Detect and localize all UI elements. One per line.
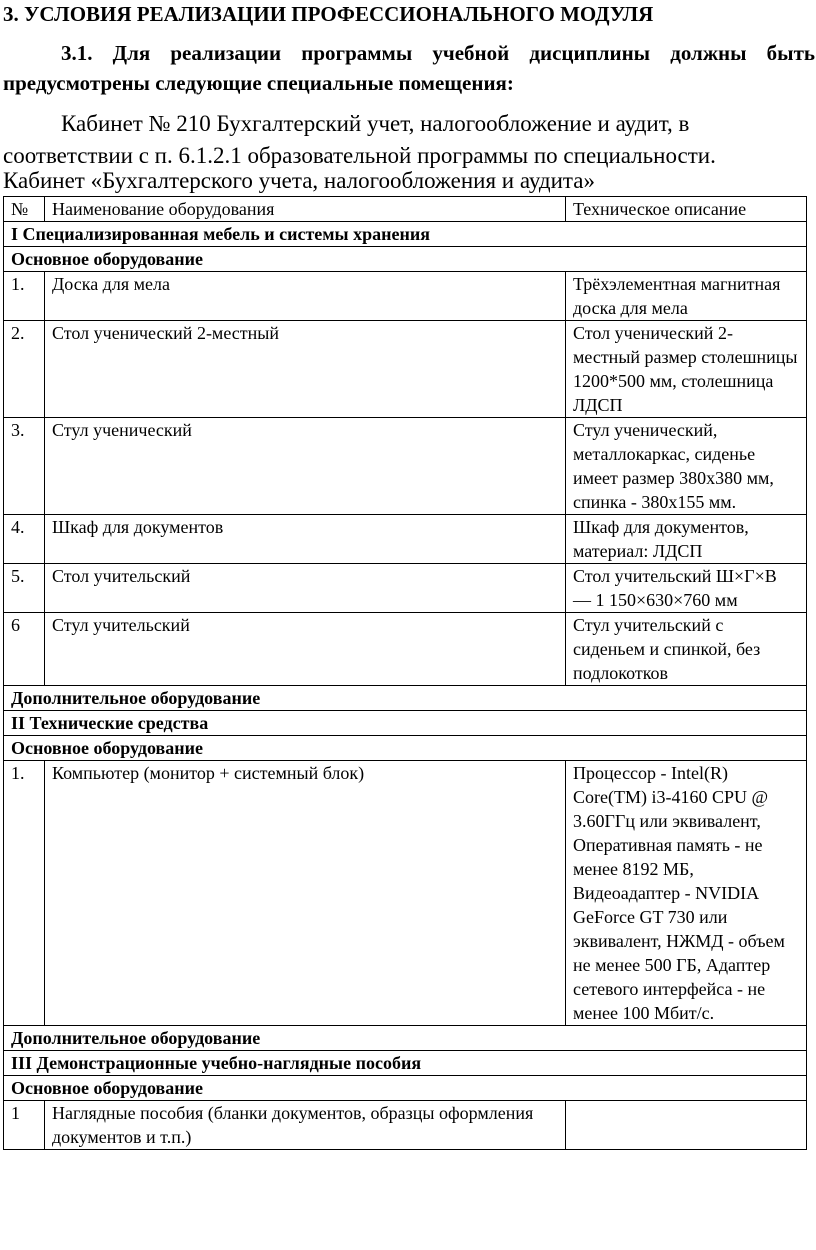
item-description: Трёхэлементная магнитная доска для мела: [566, 272, 807, 321]
section-tech-title: II Технические средства: [4, 711, 807, 736]
table-row: [4, 515, 807, 564]
item-number: 1.: [4, 761, 45, 1026]
item-number: 4.: [4, 515, 45, 564]
item-name: Компьютер (монитор + системный блок): [45, 761, 566, 1026]
item-number: 1: [4, 1101, 45, 1150]
item-description: Процессор - Intel(R) Core(TM) i3-4160 CPU @ 3.60ГГц или эквивалент, Оперативная память - не менее 8192 МБ, Видеоадаптер - NVIDIA GeForce GT 730 или эквивалент, НЖМД - объем не менее 500 ГБ, Адаптер сетевого интерфейса - не менее 100 Мбит/с.: [566, 761, 807, 1026]
item-description: Стул учительский с сиденьем и спинкой, без подлокотков: [566, 613, 807, 686]
item-name: Стол учительский: [45, 564, 566, 613]
subsection-row: [4, 247, 807, 272]
item-name: Наглядные пособия (бланки документов, образцы оформления документов и т.п.): [45, 1101, 566, 1150]
subsection-heading: 3.1. Для реализации программы учебной дисциплины должны быть предусмотрены следующие специальные помещения:: [3, 41, 815, 95]
table-row: [4, 761, 807, 1026]
section-row: [4, 711, 807, 736]
table-row: [4, 1101, 807, 1150]
subsection-row: [4, 686, 807, 711]
subsection-row: [4, 736, 807, 761]
item-name: Стул учительский: [45, 613, 566, 686]
item-name: Доска для мела: [45, 272, 566, 321]
section-demo-title: III Демонстрационные учебно-наглядные пособия: [4, 1051, 807, 1076]
item-description: Стул ученический, металлокаркас, сиденье имеет размер 380х380 мм, спинка - 380х155 мм.: [566, 418, 807, 515]
room-paragraph: Кабинет № 210 Бухгалтерский учет, налогообложение и аудит, в соответствии с п. 6.1.2.1 образовательной программы по специальности.: [3, 111, 716, 168]
item-number: 5.: [4, 564, 45, 613]
demo-main-equipment-label: Основное оборудование: [4, 1076, 807, 1101]
item-number: 3.: [4, 418, 45, 515]
furniture-main-equipment-label: Основное оборудование: [4, 247, 807, 272]
item-number: 1.: [4, 272, 45, 321]
section-row: [4, 1051, 807, 1076]
table-row: [4, 564, 807, 613]
item-name: Стул ученический: [45, 418, 566, 515]
table-row: [4, 418, 807, 515]
equipment-table: [3, 196, 807, 1150]
table-row: [4, 321, 807, 418]
table-row: [4, 272, 807, 321]
item-description: Стол учительский Ш×Г×В — 1 150×630×760 мм: [566, 564, 807, 613]
item-description: Шкаф для документов, материал: ЛДСП: [566, 515, 807, 564]
item-number: 6: [4, 613, 45, 686]
header-technical-description: Техническое описание: [566, 197, 807, 222]
item-name: Стол ученический 2-местный: [45, 321, 566, 418]
table-caption: Кабинет «Бухгалтерского учета, налогообложения и аудита»: [3, 168, 595, 193]
subsection-row: [4, 1076, 807, 1101]
table-row: [4, 613, 807, 686]
header-number: №: [4, 197, 45, 222]
item-description: [566, 1101, 807, 1150]
table-header-row: [4, 197, 807, 222]
section-row: [4, 222, 807, 247]
item-number: 2.: [4, 321, 45, 418]
tech-main-equipment-label: Основное оборудование: [4, 736, 807, 761]
tech-extra-equipment-label: Дополнительное оборудование: [4, 1026, 807, 1051]
subsection-row: [4, 1026, 807, 1051]
item-description: Стол ученический 2-местный размер столешницы 1200*500 мм, столешница ЛДСП: [566, 321, 807, 418]
section-heading: 3. УСЛОВИЯ РЕАЛИЗАЦИИ ПРОФЕССИОНАЛЬНОГО МОДУЛЯ: [3, 2, 654, 26]
furniture-extra-equipment-label: Дополнительное оборудование: [4, 686, 807, 711]
header-equipment-name: Наименование оборудования: [45, 197, 566, 222]
section-furniture-title: I Специализированная мебель и системы хранения: [4, 222, 807, 247]
item-name: Шкаф для документов: [45, 515, 566, 564]
